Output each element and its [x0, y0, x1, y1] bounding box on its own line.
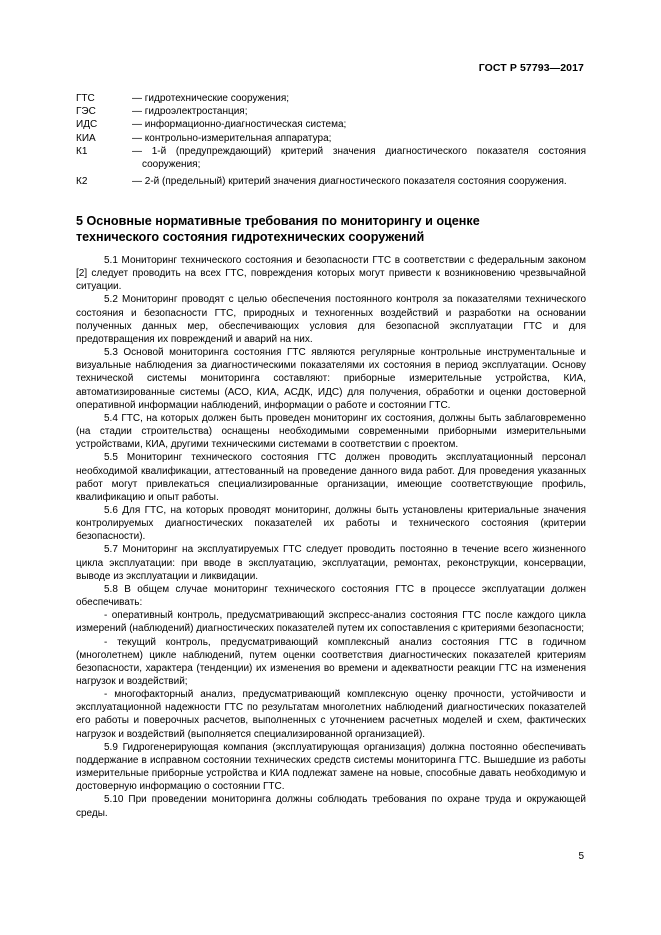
- abbreviation-definition: — гидротехнические сооружения;: [132, 93, 290, 104]
- standard-designation: ГОСТ Р 57793—2017: [478, 62, 584, 74]
- list-item: - текущий контроль, предусматривающий комплексный анализ состояния ГТС в годичном (многолетнем) цикле наблюдений, путем оценки соответствия диагностических показателей критериям безопасности, характера (тенденции) их изменения во времени и адекватности реакции ГТС на изменения нагрузок и воздействий;: [76, 636, 586, 687]
- paragraph: 5.10 При проведении мониторинга должны соблюдать требования по охране труда и окружающей среды.: [76, 794, 586, 819]
- abbreviation-item: [76, 118, 586, 131]
- section-heading: 5 Основные нормативные требования по мониторингу и оценке технического состояния гидротехнических сооружений: [76, 214, 480, 244]
- paragraph: 5.9 Гидрогенерирующая компания (эксплуатирующая организация) должна постоянно обеспечивать поддержание в исправном состоянии технических средств системы мониторинга ГТС. Вышедшие из работы измерительные приборные устройства и КИА подлежат замене на новые, способные давать необходимую и достоверную информацию о состоянии ГТС.: [76, 741, 586, 793]
- abbreviation-item: [76, 175, 586, 188]
- abbreviation-definition: — 2-й (предельный) критерий значения диагностического показателя состояния сооружения.: [132, 176, 567, 188]
- paragraph: 5.3 Основой мониторинга состояния ГТС являются регулярные контрольные инструментальные и визуальные наблюдения за диагностическими показателями их состояния в период эксплуатации. Основу технической системы мониторинга составляют: приборные измерительные устройства, КИА, автоматизированные системы (АСО, КИА, АСДК, ИДС) для получения, обработки и оценки достоверной оперативной информации наблюдений, информации о работе и состоянии ГТС.: [76, 347, 586, 411]
- paragraph: 5.8 В общем случае мониторинг технического состояния ГТС в процессе эксплуатации должен обеспечивать:: [76, 583, 586, 609]
- abbreviation-item: [76, 105, 586, 118]
- page-number: 5: [578, 851, 584, 862]
- abbreviation-term: КИА: [76, 132, 96, 144]
- paragraph: 5.6 Для ГТС, на которых проводят мониторинг, должны быть установлены критериальные значения контролируемых диагностических показателей их работы и технического состояния (критерии безопасности).: [76, 504, 586, 543]
- paragraph: 5.2 Мониторинг проводят с целью обеспечения постоянного контроля за показателями технического состояния и безопасности ГТС, природных и техногенных воздействий и разработки на основании полученных данных мер, обеспечивающих условия для безопасной эксплуатации ГТС и для предотвращения их повреждений и аварий на них.: [76, 294, 586, 345]
- list-item: - оперативный контроль, предусматривающий экспресс-анализ состояния ГТС после каждого цикла измерений (наблюдений) диагностических показателей путем их сопоставления с критериями безопасности;: [76, 610, 586, 635]
- paragraph: 5.7 Мониторинг на эксплуатируемых ГТС следует проводить постоянно в течение всего жизненного цикла эксплуатации: при вводе в эксплуатацию, эксплуатации, ремонтах, реконструкции, консервации, выводе из эксплуатации и ликвидации.: [76, 544, 586, 582]
- paragraph: 5.4 ГТС, на которых должен быть проведен мониторинг их состояния, должны быть заблаговременно (на стадии строительства) оснащены необходимыми современными приборными измерительными устройствами, КИА, другими техническими системами в соответствии с проектом.: [76, 412, 586, 451]
- paragraph: 5.5 Мониторинг технического состояния ГТС должен проводить эксплуатационный персонал необходимой квалификации, аттестованный на проведение данного вида работ. Для проведения указанных работ могут привлекаться специализированные организации, имеющие соответствующие профиль, квалификацию и опыт работы.: [76, 452, 586, 503]
- abbreviation-item: [76, 92, 586, 105]
- abbreviation-definition: — гидроэлектростанция;: [132, 106, 248, 118]
- abbreviation-item: [76, 145, 586, 171]
- abbreviation-item: [76, 132, 586, 145]
- section-body: [76, 254, 586, 820]
- abbreviation-term: К1: [76, 145, 88, 157]
- abbreviation-definition: — контрольно-измерительная аппаратура;: [132, 132, 332, 144]
- abbreviation-term: ИДС: [76, 119, 98, 131]
- list-item: - многофакторный анализ, предусматривающий комплексную оценку прочности, устойчивости и эксплуатационной надежности ГТС по результатам многолетних наблюдений диагностических показателей его работы и поверочных расчетов, выполненных с уточнением расчетных моделей и схем, фактических нагрузок и воздействий (выполняется специализированной организацией).: [76, 689, 586, 740]
- abbreviation-term: К2: [76, 176, 88, 188]
- paragraph: 5.1 Мониторинг технического состояния и безопасности ГТС в соответствии с федеральным законом [2] следует проводить на всех ГТС, повреждения которых могут привести к возникновению чрезвычайной ситуации.: [76, 255, 586, 293]
- abbreviation-term: ГЭС: [76, 106, 96, 118]
- abbreviation-definition: — информационно-диагностическая система;: [132, 119, 347, 131]
- abbreviation-term: ГТС: [76, 93, 95, 104]
- abbreviation-definition: — 1-й (предупреждающий) критерий значения диагностического показателя состояния сооружения;: [132, 145, 586, 171]
- abbreviations-list: [76, 92, 586, 188]
